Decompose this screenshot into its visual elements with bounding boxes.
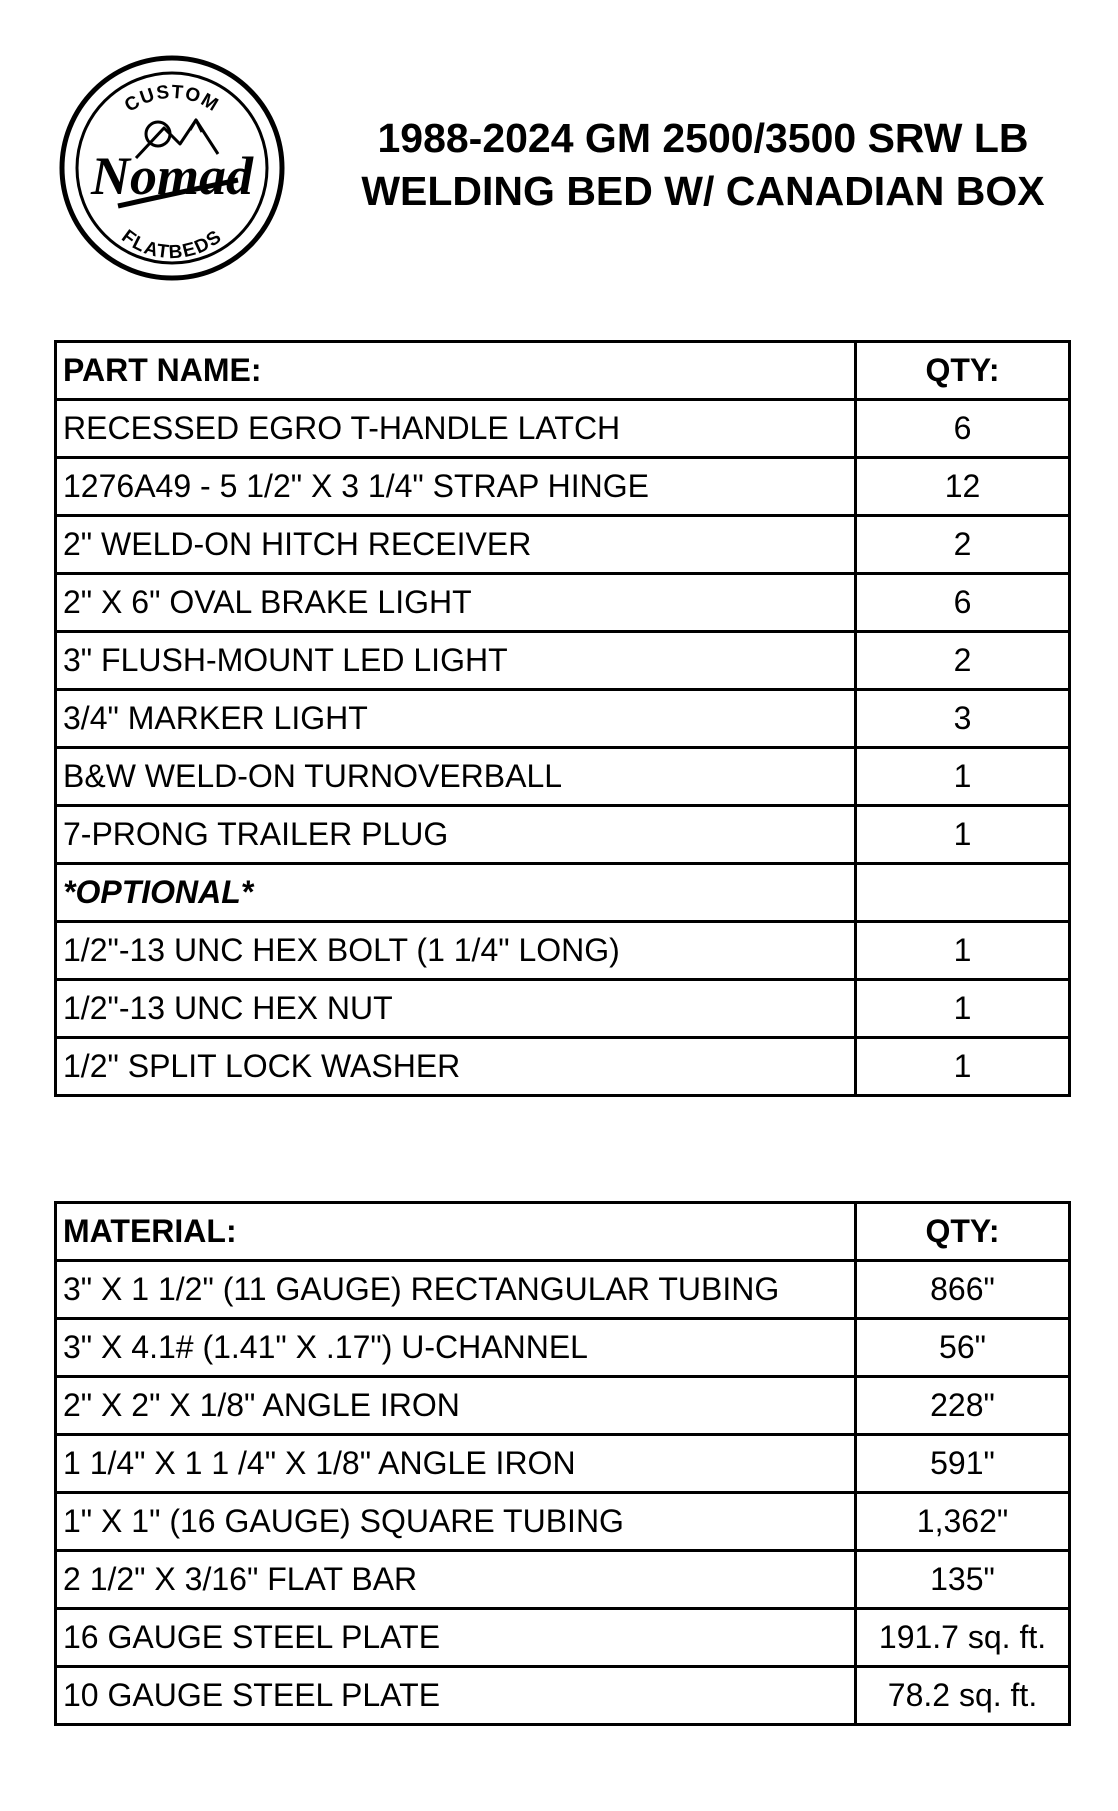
qty-cell: 1 (856, 748, 1070, 806)
table-header-row (56, 1203, 1070, 1261)
material-name-cell: 2 1/2" X 3/16" FLAT BAR (56, 1551, 856, 1609)
header-material: MATERIAL: (56, 1203, 856, 1261)
table-row (56, 1435, 1070, 1493)
qty-cell: 56" (856, 1319, 1070, 1377)
qty-cell (856, 864, 1070, 922)
table-row (56, 458, 1070, 516)
logo-brand: Nomad (91, 146, 253, 206)
table-row (56, 1667, 1070, 1725)
table-row (56, 400, 1070, 458)
material-name-cell: 1" X 1" (16 GAUGE) SQUARE TUBING (56, 1493, 856, 1551)
part-name-cell: 2" X 6" OVAL BRAKE LIGHT (56, 574, 856, 632)
qty-cell: 591" (856, 1435, 1070, 1493)
part-name-cell: 1/2" SPLIT LOCK WASHER (56, 1038, 856, 1096)
optional-label: *OPTIONAL* (56, 864, 856, 922)
qty-cell: 228" (856, 1377, 1070, 1435)
table-row (56, 1319, 1070, 1377)
table-row (56, 574, 1070, 632)
title-line-1: 1988-2024 GM 2500/3500 SRW LB (377, 115, 1029, 161)
table-row (56, 1609, 1070, 1667)
qty-cell: 78.2 sq. ft. (856, 1667, 1070, 1725)
part-name-cell: 7-PRONG TRAILER PLUG (56, 806, 856, 864)
logo-top-text: CUSTOM (121, 81, 223, 117)
table-row (56, 980, 1070, 1038)
material-name-cell: 10 GAUGE STEEL PLATE (56, 1667, 856, 1725)
qty-cell: 191.7 sq. ft. (856, 1609, 1070, 1667)
table-row (56, 690, 1070, 748)
table-row (56, 1038, 1070, 1096)
qty-cell: 1 (856, 1038, 1070, 1096)
part-name-cell: RECESSED EGRO T-HANDLE LATCH (56, 400, 856, 458)
part-name-cell: 3" FLUSH-MOUNT LED LIGHT (56, 632, 856, 690)
qty-cell: 1 (856, 922, 1070, 980)
optional-section-row (56, 864, 1070, 922)
qty-cell: 6 (856, 574, 1070, 632)
table-row (56, 1261, 1070, 1319)
table-row (56, 516, 1070, 574)
table-row (56, 806, 1070, 864)
qty-cell: 866" (856, 1261, 1070, 1319)
qty-cell: 1 (856, 980, 1070, 1038)
material-name-cell: 16 GAUGE STEEL PLATE (56, 1609, 856, 1667)
part-name-cell: 1/2"-13 UNC HEX BOLT (1 1/4" LONG) (56, 922, 856, 980)
nomad-logo (58, 54, 286, 282)
logo-bottom-text: FLATBEDS (117, 226, 227, 264)
title-line-2: WELDING BED W/ CANADIAN BOX (361, 168, 1045, 214)
header-part-name: PART NAME: (56, 342, 856, 400)
qty-cell: 135" (856, 1551, 1070, 1609)
table-row (56, 1551, 1070, 1609)
material-name-cell: 3" X 1 1/2" (11 GAUGE) RECTANGULAR TUBING (56, 1261, 856, 1319)
qty-cell: 6 (856, 400, 1070, 458)
material-name-cell: 3" X 4.1# (1.41" X .17") U-CHANNEL (56, 1319, 856, 1377)
table-row (56, 748, 1070, 806)
qty-cell: 2 (856, 632, 1070, 690)
part-name-cell: 3/4" MARKER LIGHT (56, 690, 856, 748)
part-name-cell: 1/2"-13 UNC HEX NUT (56, 980, 856, 1038)
material-name-cell: 1 1/4" X 1 1 /4" X 1/8" ANGLE IRON (56, 1435, 856, 1493)
qty-cell: 12 (856, 458, 1070, 516)
table-row (56, 1493, 1070, 1551)
page-title (318, 112, 1088, 218)
table-header-row (56, 342, 1070, 400)
parts-table (54, 340, 1071, 1097)
table-row (56, 632, 1070, 690)
material-table (54, 1201, 1071, 1726)
table-row (56, 1377, 1070, 1435)
part-name-cell: 1276A49 - 5 1/2" X 3 1/4" STRAP HINGE (56, 458, 856, 516)
qty-cell: 2 (856, 516, 1070, 574)
qty-cell: 3 (856, 690, 1070, 748)
part-name-cell: B&W WELD-ON TURNOVERBALL (56, 748, 856, 806)
header-qty: QTY: (856, 342, 1070, 400)
table-row (56, 922, 1070, 980)
material-name-cell: 2" X 2" X 1/8" ANGLE IRON (56, 1377, 856, 1435)
part-name-cell: 2" WELD-ON HITCH RECEIVER (56, 516, 856, 574)
qty-cell: 1,362" (856, 1493, 1070, 1551)
qty-cell: 1 (856, 806, 1070, 864)
header-qty: QTY: (856, 1203, 1070, 1261)
